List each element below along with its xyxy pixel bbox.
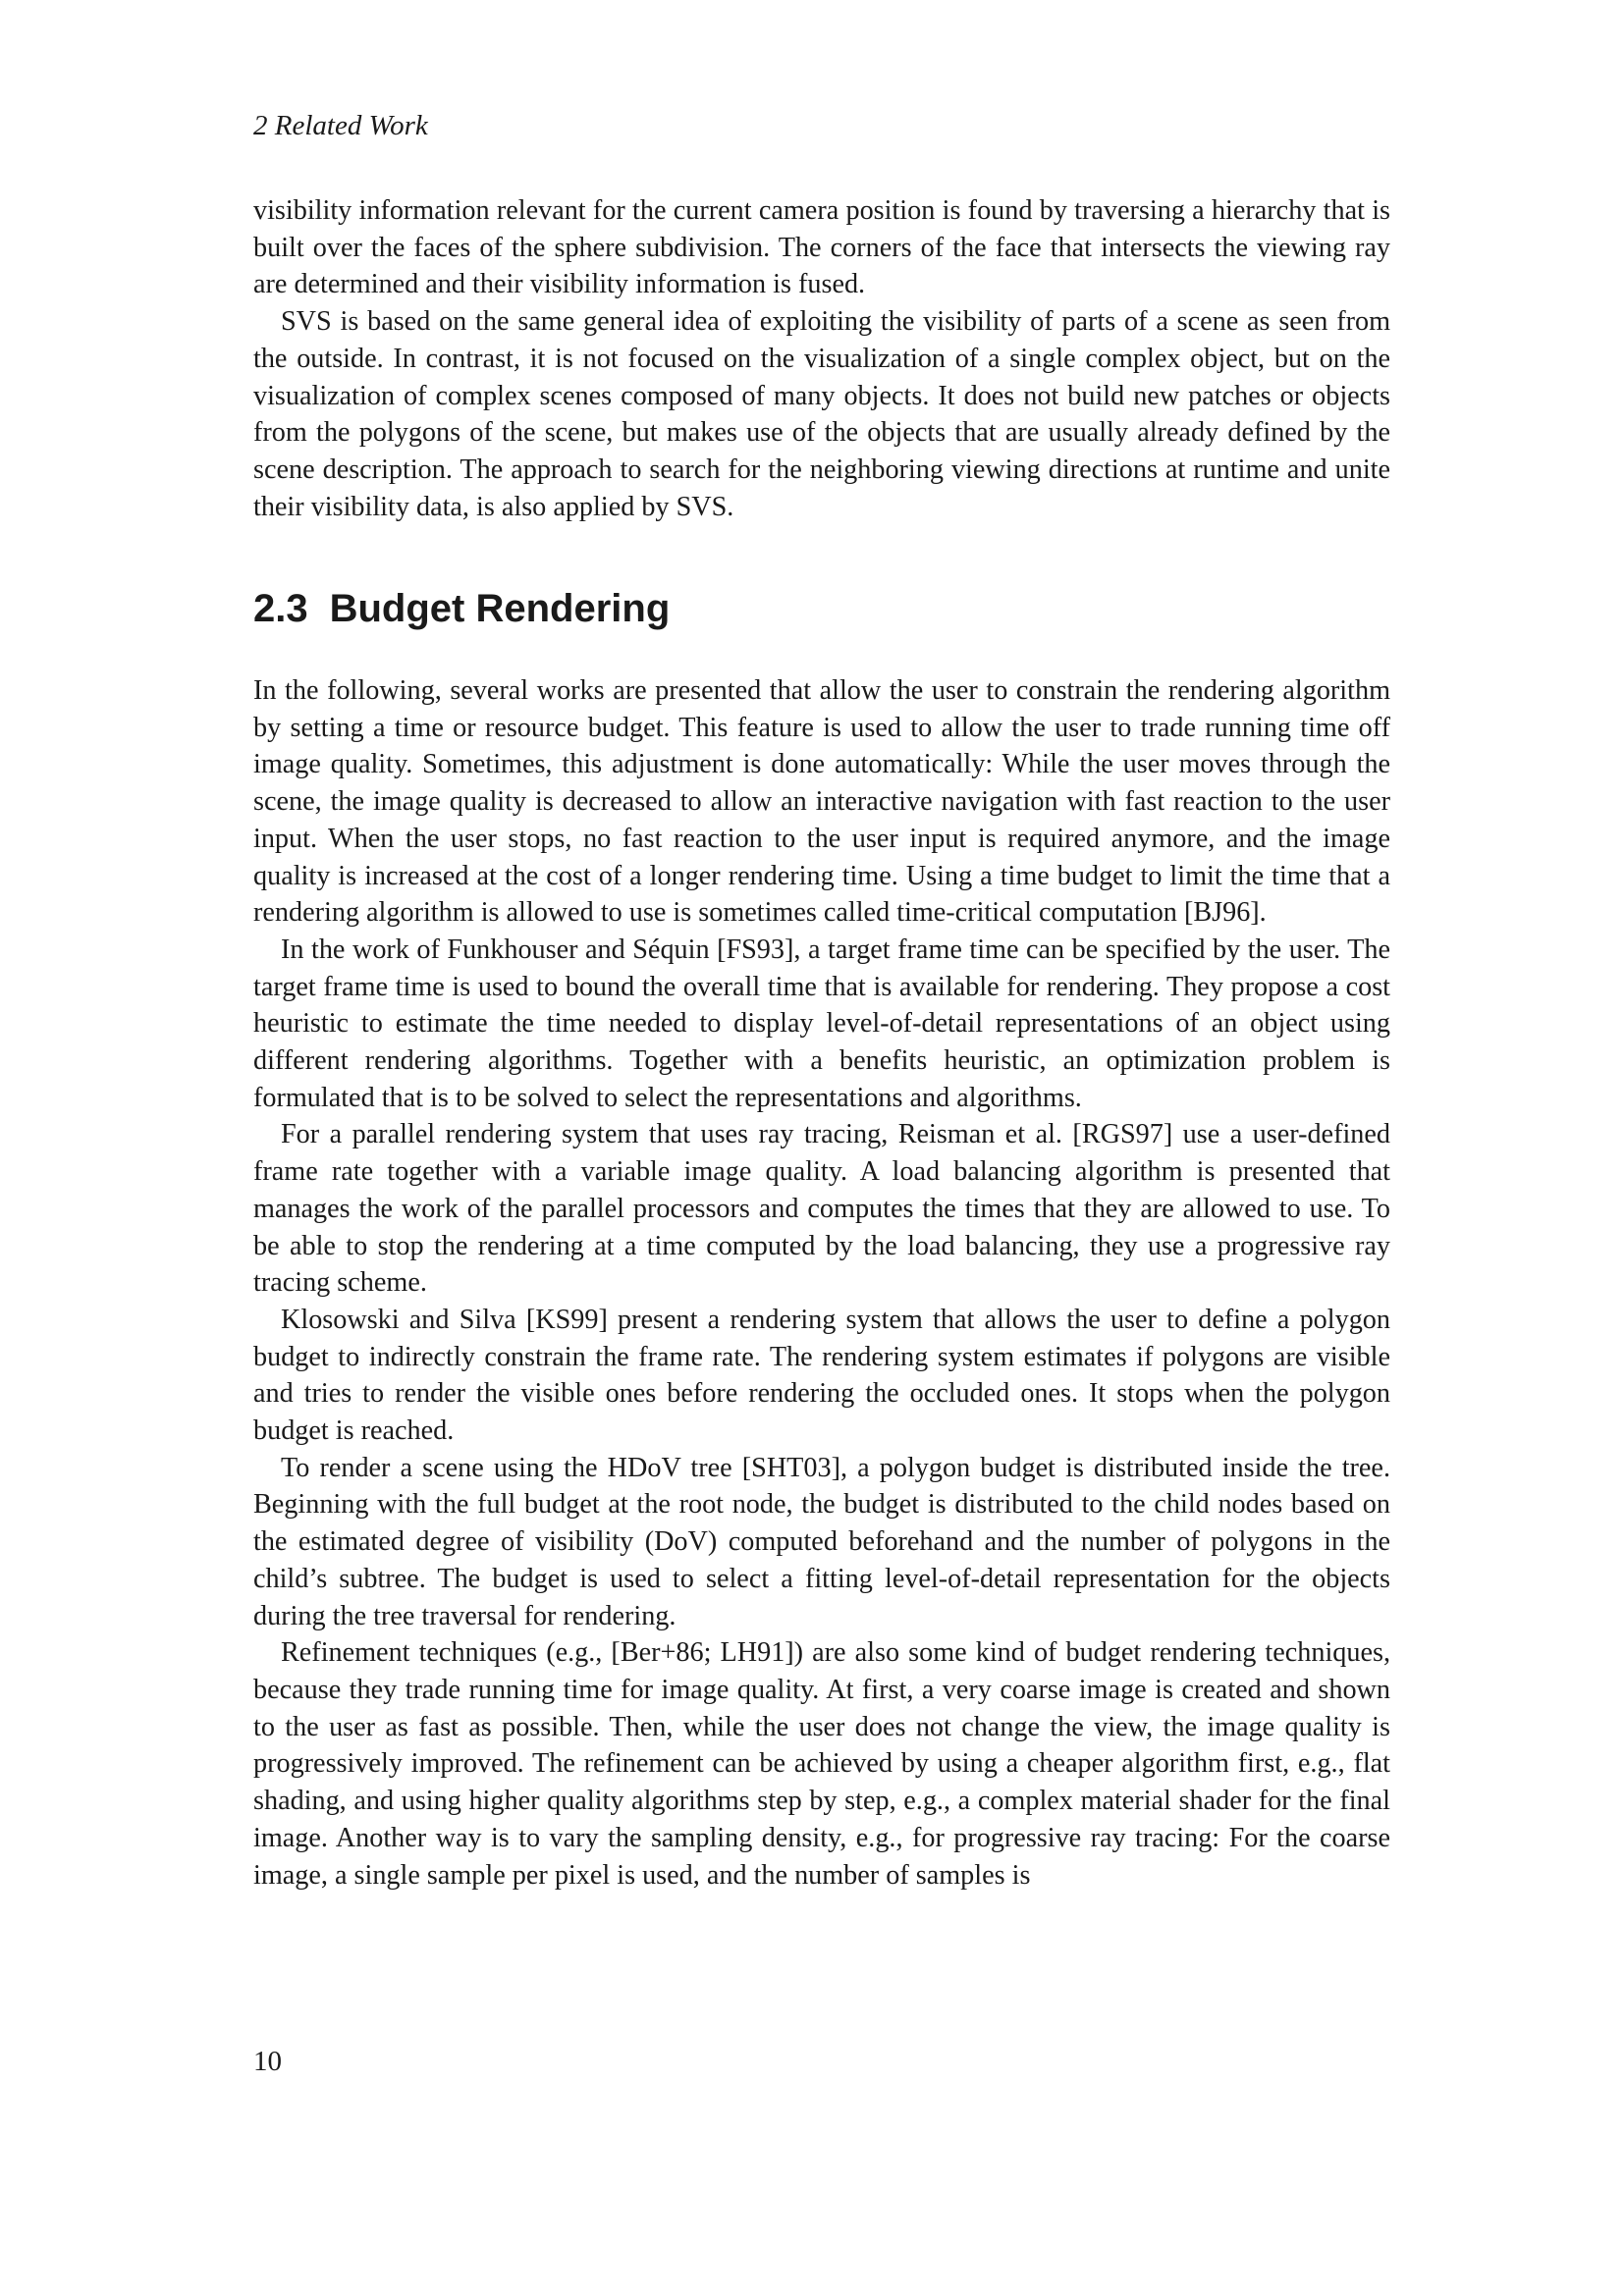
section-number: 2.3 <box>253 587 308 630</box>
paragraph-funkhouser: In the work of Funkhouser and Séquin [FS93], a target frame time can be specified by the user. The target frame time is used to bound the overall time that is available for rendering. They propose a cost heuristic to estimate the time needed to display level-of-detail representations of an object using different rendering algorithms. Together with a benefits heuristic, an optimization problem is formulated that is to be solved to select the representations and algorithms. <box>253 934 1390 1113</box>
section-title: Budget Rendering <box>329 587 671 630</box>
intro-text-block <box>253 192 1390 525</box>
section-text-block <box>253 672 1390 1894</box>
section-heading <box>253 585 670 632</box>
running-head: 2 Related Work <box>253 110 428 141</box>
paragraph-klosowski: Klosowski and Silva [KS99] present a rendering system that allows the user to define a polygon budget to indirectly constrain the frame rate. The rendering system estimates if polygons are visible and tries to render the visible ones before rendering the occluded ones. It stops when the polygon budget is reached. <box>253 1304 1390 1447</box>
paragraph-reisman: For a parallel rendering system that uses ray tracing, Reisman et al. [RGS97] use a user-defined frame rate together with a variable image quality. A load balancing algorithm is presented that manages the work of the parallel processors and computes the times that they are allowed to use. To be able to stop the rendering at a time computed by the load balancing, they use a progressive ray tracing scheme. <box>253 1119 1390 1299</box>
paragraph-refinement: Refinement techniques (e.g., [Ber+86; LH91]) are also some kind of budget rendering techniques, because they trade running time for image quality. At first, a very coarse image is created and shown to the user as fast as possible. Then, while the user does not change the view, the image quality is progressively improved. The refinement can be achieved by using a cheaper algorithm first, e.g., flat shading, and using higher quality algorithms step by step, e.g., a complex material shader for the final image. Another way is to vary the sampling density, e.g., for progressive ray tracing: For the coarse image, a single sample per pixel is used, and the number of samples is <box>253 1637 1390 1891</box>
page-number: 10 <box>253 2046 282 2077</box>
paragraph-budget-intro: In the following, several works are presented that allow the user to constrain the rendering algorithm by setting a time or resource budget. This feature is used to allow the user to trade running time off image quality. Sometimes, this adjustment is done automatically: While the user moves through the scene, the image quality is decreased to allow an interactive navigation with fast reaction to the user input. When the user stops, no fast reaction to the user input is required anymore, and the image quality is increased at the cost of a longer rendering time. Using a time budget to limit the time that a rendering algorithm is allowed to use is sometimes called time-critical computation [BJ96]. <box>253 675 1390 929</box>
paragraph-svs: SVS is based on the same general idea of exploiting the visibility of parts of a scene as seen from the outside. In contrast, it is not focused on the visualization of a single complex object, but on the visualization of complex scenes composed of many objects. It does not build new patches or objects from the polygons of the scene, but makes use of the objects that are usually already defined by the scene description. The approach to search for the neighboring viewing directions at runtime and unite their visibility data, is also applied by SVS. <box>253 306 1390 522</box>
paragraph-hdov-tree: To render a scene using the HDoV tree [SHT03], a polygon budget is distributed inside the tree. Beginning with the full budget at the root node, the budget is distributed to the child nodes based on the estimated degree of visibility (DoV) computed beforehand and the number of polygons in the child’s subtree. The budget is used to select a fitting level-of-detail representation for the objects during the tree traversal for rendering. <box>253 1452 1390 1631</box>
paragraph-continuation: visibility information relevant for the current camera position is found by traversing a hierarchy that is built over the faces of the sphere subdivision. The corners of the face that intersects the viewing ray are determined and their visibility information is fused. <box>253 195 1390 300</box>
